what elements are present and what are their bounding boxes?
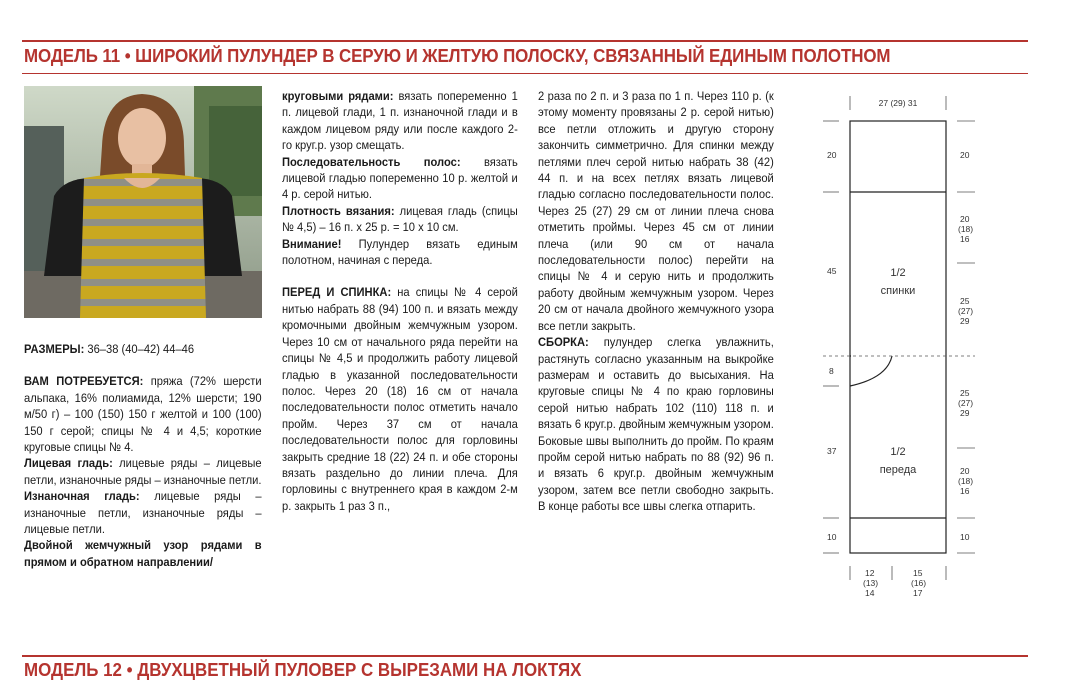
left-dim-10: 10 bbox=[827, 532, 837, 542]
title-underline bbox=[22, 73, 1028, 74]
page-title: МОДЕЛЬ 11 • ШИРОКИЙ ПУЛУНДЕР В СЕРУЮ И ЖЕЛТУЮ ПОЛОСКУ, СВЯЗАННЫЙ ЕДИНЫМ ПОЛОТНОМ bbox=[24, 46, 891, 66]
left-dim-8: 8 bbox=[829, 366, 834, 376]
front-label-text: переда bbox=[879, 464, 917, 476]
bottom-left-1: 12 bbox=[865, 568, 875, 578]
stripes-value: вязать лицевой гладью попеременно 10 р. желтой и 4 р. серой нитью. bbox=[282, 154, 518, 202]
attention-value: Пулундер вязать единым полотном, начиная с переда. bbox=[282, 236, 518, 268]
materials-label: ВАМ ПОТРЕБУЕТСЯ: bbox=[24, 374, 144, 389]
bottom-right-2: (16) bbox=[911, 578, 927, 588]
top-rule bbox=[22, 40, 1028, 42]
front-back-value: на спицы № 4 серой нитью набрать 88 (94) 100 п. и вязать между кромочными двойным жемчужным узором. Через 10 см от начального ряда перейти на спицы № 4,5 и продолжить работу лицевой гладью в указанной последовательности полос. Через 20 (18) 16 см от начала последовательности полос отметить начало пройм. Через 37 см от начала последовательности полос для горловины закрыть средние 18 (22) 24 п. и обе стороны вязать раздельно до линии плеча. Для горловины с внутреннего края в каждом 2-м р. закрыть 1 раз 3 п., bbox=[282, 285, 518, 513]
attention-paragraph bbox=[282, 236, 518, 269]
sizes-paragraph bbox=[24, 341, 262, 357]
gauge-label: Плотность вязания: bbox=[282, 203, 395, 218]
right-back-3: 29 bbox=[960, 316, 970, 326]
front-label-fraction: 1/2 bbox=[890, 446, 906, 458]
gauge-paragraph bbox=[282, 203, 518, 236]
next-model-title: МОДЕЛЬ 12 • ДВУХЦВЕТНЫЙ ПУЛОВЕР С ВЫРЕЗАМИ НА ЛОКТЯХ bbox=[24, 660, 582, 680]
round-paragraph bbox=[282, 88, 518, 154]
sizes-value: 36–38 (40–42) 44–46 bbox=[84, 342, 195, 356]
right-back-2: (27) bbox=[958, 306, 974, 316]
left-dim-45: 45 bbox=[827, 266, 837, 276]
back-label-text: спинки bbox=[880, 285, 916, 297]
right-armhole-bottom-3: 16 bbox=[960, 486, 970, 496]
round-label: круговыми рядами: bbox=[282, 89, 394, 103]
bottom-left-2: (13) bbox=[863, 578, 879, 588]
column-3 bbox=[538, 88, 774, 515]
back-label-fraction: 1/2 bbox=[890, 267, 906, 279]
reverse-stockinette-paragraph bbox=[24, 488, 262, 537]
right-armhole-top-1: 20 bbox=[960, 214, 970, 224]
right-front-1: 25 bbox=[960, 388, 970, 398]
stockinette-value: лицевые ряды – лицевые петли, изнаночные ряды – изнаночные петли. bbox=[24, 456, 262, 487]
right-armhole-bottom-1: 20 bbox=[960, 466, 970, 476]
front-back-paragraph bbox=[282, 284, 518, 514]
bottom-rule bbox=[22, 655, 1028, 657]
stockinette-label: Лицевая гладь: bbox=[24, 456, 113, 471]
column-2 bbox=[282, 88, 518, 514]
materials-paragraph bbox=[24, 373, 262, 455]
stripes-paragraph bbox=[282, 154, 518, 203]
assembly-paragraph bbox=[538, 334, 774, 514]
top-width-label: 27 (29) 31 bbox=[878, 98, 918, 108]
stripes-label: Последовательность полос: bbox=[282, 154, 461, 169]
materials-value: пряжа (72% шерсти альпака, 16% полиамида, 12% шерсти; 190 м/50 г) – 100 (150) 150 г желтой и 100 (100) 150 г серой; спицы № 4 и 4,5; короткие круговые спицы № 4. bbox=[24, 374, 262, 455]
right-armhole-top-2: (18) bbox=[958, 224, 974, 234]
pattern-diagram bbox=[815, 88, 985, 608]
continuation-paragraph: 2 раза по 2 п. и 3 раза по 1 п. Через 110 р. (к этому моменту провязаны 2 р. серой нитью) все петли отложить и другую сторону закончить симметрично. Для спинки между петлями плеч серой нитью набрать 38 (42) 44 п. и на всех петлях вязать лицевой гладью согласно последовательности полос. Через 25 (27) 29 см от линии плеча снова отметить проймы. Через 45 см от линии плеча (или 90 см от начала последовательности полос) перейти на спицы № 4 и серую нить и продолжить работу двойным жемчужным узором. Через 20 см от начала двойного жемчужного узора все петли закрыть. bbox=[538, 89, 774, 333]
bottom-left-3: 14 bbox=[865, 588, 875, 598]
double-moss-paragraph bbox=[24, 537, 262, 570]
gauge-value: лицевая гладь (спицы № 4,5) – 16 п. х 25 р. = 10 х 10 см. bbox=[282, 203, 518, 235]
right-dim-20: 20 bbox=[960, 150, 970, 160]
column-1 bbox=[24, 341, 262, 570]
front-back-label: ПЕРЕД И СПИНКА: bbox=[282, 285, 392, 300]
attention-label: Внимание! bbox=[282, 236, 342, 251]
right-front-3: 29 bbox=[960, 408, 970, 418]
bottom-right-1: 15 bbox=[913, 568, 923, 578]
round-value: вязать попеременно 1 п. лицевой глади, 1 п. изнаночной глади и в каждом лицевом ряду или после каждого 2-го круг.р. узор смещать. bbox=[282, 89, 518, 153]
reverse-stockinette-label: Изнаночная гладь: bbox=[24, 489, 140, 504]
sizes-label: РАЗМЕРЫ: bbox=[24, 342, 85, 356]
stockinette-paragraph bbox=[24, 455, 262, 488]
assembly-value: пулундер слегка увлажнить, растянуть согласно указанным на выкройке размерам и оставить до высыхания. На круговые спицы № 4 по краю горловины серой нитью набрать 102 (110) 118 п. и вязать 6 круг.р. двойным жемчужным узором. Боковые швы выполнить до пройм. По краям пройм серой нитью набрать по 88 (92) 96 п. и вязать 6 круг.р. двойным жемчужным узором, затем все петли свободно закрыть. В конце работы все швы слегка отпарить. bbox=[538, 335, 774, 514]
bottom-right-3: 17 bbox=[913, 588, 923, 598]
assembly-label: СБОРКА: bbox=[538, 335, 589, 350]
right-back-1: 25 bbox=[960, 296, 970, 306]
right-dim-10: 10 bbox=[960, 532, 970, 542]
model-photo bbox=[24, 86, 262, 318]
left-dim-37: 37 bbox=[827, 446, 837, 456]
right-armhole-top-3: 16 bbox=[960, 234, 970, 244]
pattern-outline bbox=[850, 121, 946, 553]
model-photo-icon bbox=[24, 86, 262, 318]
left-dim-20: 20 bbox=[827, 150, 837, 160]
double-moss-label: Двойной жемчужный узор рядами в прямом и обратном направлении/ bbox=[24, 538, 262, 569]
right-front-2: (27) bbox=[958, 398, 974, 408]
right-armhole-bottom-2: (18) bbox=[958, 476, 974, 486]
reverse-stockinette-value: лицевые ряды – изнаночные петли, изнаночные ряды – лицевые петли. bbox=[24, 489, 262, 537]
